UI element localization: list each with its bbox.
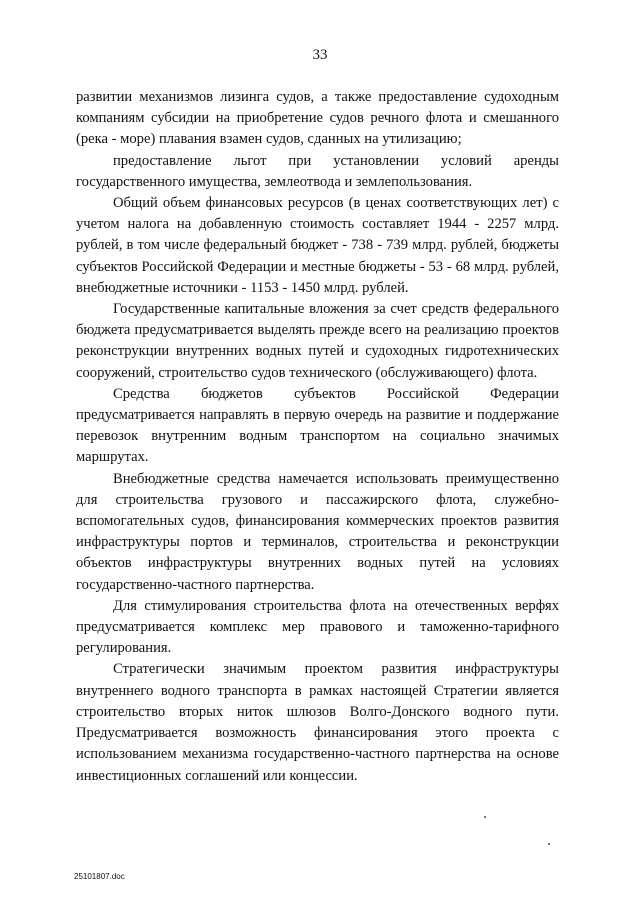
paragraph-regional-budgets: Средства бюджетов субъектов Российской Федерации предусматривается направлять в первую очередь на развитие и поддержание перевозок внутренним водным транспортом на социально значимых маршрутах. [76,385,559,466]
document-body [76,87,559,787]
paragraph-volga-don-project: Стратегически значимым проектом развития инфраструктуры внутреннего водного транспорта в рамках настоящей Стратегии является строительство вторых ниток шлюзов Волго-Донского водного пути. Предусматривается возможность финансирования этого проекта с использованием механизма государственно-частного партнерства на основе инвестиционных соглашений или концессии. [76,661,559,784]
paragraph-leasing-continuation: развитии механизмов лизинга судов, а также предоставление судоходным компаниям субсидии на приобретение судов речного флота и смешанного (река - море) плавания взамен судов, сданных на утилизацию; [76,89,559,148]
paragraph-benefits: предоставление льгот при установлении условий аренды государственного имущества, землеотвода и землепользования. [76,152,559,190]
scan-speck [484,816,486,818]
page-number: 33 [312,47,328,63]
paragraph-shipbuilding-incentives: Для стимулирования строительства флота на отечественных верфях предусматривается комплекс мер правового и таможенно-тарифного регулирования. [76,597,559,657]
scan-speck [548,843,550,845]
paragraph-extrabudgetary: Внебюджетные средства намечается использовать преимущественно для строительства грузового и пассажирского флота, служебно-вспомогательных судов, финансирования коммерческих проектов развития инфраструктуры портов и терминалов, строительства и реконструкции объектов инфраструктуры внутренних водных путей на условиях государственно-частного партнерства. [76,470,559,593]
footer-file-code: 25101807.doc [74,872,125,881]
paragraph-state-investment: Государственные капитальные вложения за счет средств федерального бюджета предусматривается выделять прежде всего на реализацию проектов реконструкции внутренних водных путей и судоходных гидротехнических сооружений, строительство судов технического (обслуживающего) флота. [76,301,559,381]
paragraph-total-financing: Общий объем финансовых ресурсов (в ценах соответствующих лет) с учетом налога на добавленную стоимость составляет 1944 - 2257 млрд. рублей, в том числе федеральный бюджет - 738 - 739 млрд. рублей, бюджеты субъектов Российской Федерации и местные бюджеты - 53 - 68 млрд. рублей, внебюджетные источники - 1153 - 1450 млрд. рублей. [76,195,559,296]
